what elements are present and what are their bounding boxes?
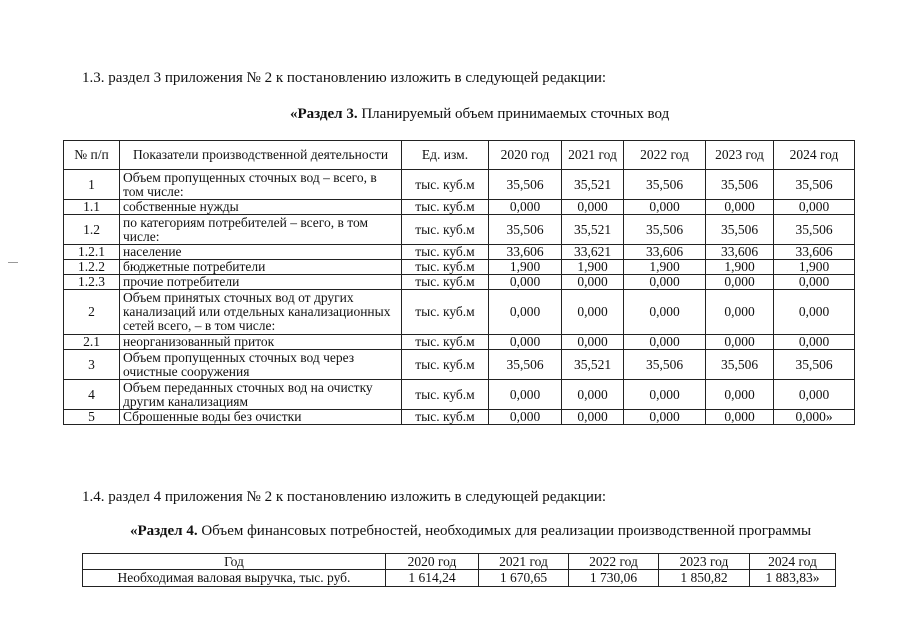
cell-2023: 35,506 xyxy=(706,215,774,245)
cell-2024: 35,506 xyxy=(774,215,855,245)
row-indicator: Объем принятых сточных вод от других канализаций или отдельных канализационных сетей всего, – в том числе: xyxy=(120,290,402,335)
row-indicator: бюджетные потребители xyxy=(120,260,402,275)
row-indicator: Объем переданных сточных вод на очистку другим канализациям xyxy=(120,380,402,410)
cell-2021: 1 670,65 xyxy=(479,570,569,587)
cell-2024: 35,506 xyxy=(774,170,855,200)
row-num: 3 xyxy=(64,350,120,380)
cell-2024: 1 883,83» xyxy=(750,570,836,587)
col-header-2024: 2024 год xyxy=(774,141,855,170)
cell-2024: 0,000 xyxy=(774,200,855,215)
cell-2023: 1,900 xyxy=(706,260,774,275)
table2-title xyxy=(130,523,811,540)
row-unit: тыс. куб.м xyxy=(402,335,489,350)
table1-header-row xyxy=(64,141,855,170)
row-unit: тыс. куб.м xyxy=(402,410,489,425)
row-indicator: Объем пропущенных сточных вод через очистные сооружения xyxy=(120,350,402,380)
cell-2023: 35,506 xyxy=(706,350,774,380)
cell-2020: 0,000 xyxy=(489,275,562,290)
col-header-year: Год xyxy=(83,554,386,570)
table-row xyxy=(64,350,855,380)
col-header-2020: 2020 год xyxy=(386,554,479,570)
cell-2023: 1 850,82 xyxy=(659,570,750,587)
cell-2020: 0,000 xyxy=(489,200,562,215)
row-indicator: Сброшенные воды без очистки xyxy=(120,410,402,425)
table-row xyxy=(64,260,855,275)
cell-2023: 0,000 xyxy=(706,410,774,425)
cell-2020: 0,000 xyxy=(489,335,562,350)
cell-2021: 0,000 xyxy=(562,410,624,425)
cell-2021: 35,521 xyxy=(562,215,624,245)
cell-2023: 33,606 xyxy=(706,245,774,260)
cell-2022: 35,506 xyxy=(624,170,706,200)
cell-2022: 35,506 xyxy=(624,215,706,245)
row-unit: тыс. куб.м xyxy=(402,290,489,335)
row-label: Необходимая валовая выручка, тыс. руб. xyxy=(83,570,386,587)
col-header-2021: 2021 год xyxy=(479,554,569,570)
cell-2024: 0,000 xyxy=(774,335,855,350)
col-header-2020: 2020 год xyxy=(489,141,562,170)
cell-2023: 35,506 xyxy=(706,170,774,200)
cell-2022: 0,000 xyxy=(624,335,706,350)
cell-2024: 0,000 xyxy=(774,290,855,335)
col-header-2023: 2023 год xyxy=(659,554,750,570)
cell-2020: 1,900 xyxy=(489,260,562,275)
row-num: 1.2.3 xyxy=(64,275,120,290)
col-header-num: № п/п xyxy=(64,141,120,170)
col-header-unit: Ед. изм. xyxy=(402,141,489,170)
cell-2022: 0,000 xyxy=(624,380,706,410)
row-unit: тыс. куб.м xyxy=(402,380,489,410)
table-row xyxy=(64,245,855,260)
cell-2023: 0,000 xyxy=(706,380,774,410)
scan-mark xyxy=(8,262,18,263)
cell-2022: 33,606 xyxy=(624,245,706,260)
col-header-2021: 2021 год xyxy=(562,141,624,170)
cell-2021: 0,000 xyxy=(562,335,624,350)
row-unit: тыс. куб.м xyxy=(402,200,489,215)
col-header-2022: 2022 год xyxy=(624,141,706,170)
row-indicator: население xyxy=(120,245,402,260)
cell-2021: 0,000 xyxy=(562,380,624,410)
cell-2021: 0,000 xyxy=(562,200,624,215)
table-row xyxy=(83,570,836,587)
cell-2020: 1 614,24 xyxy=(386,570,479,587)
paragraph-1-3: 1.3. раздел 3 приложения № 2 к постановлению изложить в следующей редакции: xyxy=(82,70,607,86)
row-unit: тыс. куб.м xyxy=(402,275,489,290)
table-row xyxy=(64,170,855,200)
row-num: 1 xyxy=(64,170,120,200)
row-indicator: Объем пропущенных сточных вод – всего, в том числе: xyxy=(120,170,402,200)
sewage-volume-table xyxy=(63,140,855,425)
cell-2023: 0,000 xyxy=(706,335,774,350)
cell-2020: 0,000 xyxy=(489,410,562,425)
row-num: 1.2 xyxy=(64,215,120,245)
table1-title-bold: «Раздел 3. xyxy=(290,106,358,122)
cell-2022: 1 730,06 xyxy=(569,570,659,587)
paragraph-1-4: 1.4. раздел 4 приложения № 2 к постановлению изложить в следующей редакции: xyxy=(82,489,607,505)
row-unit: тыс. куб.м xyxy=(402,215,489,245)
row-num: 1.2.1 xyxy=(64,245,120,260)
cell-2024: 35,506 xyxy=(774,350,855,380)
row-num: 2 xyxy=(64,290,120,335)
table-row xyxy=(64,290,855,335)
cell-2022: 35,506 xyxy=(624,350,706,380)
cell-2020: 35,506 xyxy=(489,170,562,200)
row-num: 1.1 xyxy=(64,200,120,215)
row-num: 2.1 xyxy=(64,335,120,350)
row-num: 1.2.2 xyxy=(64,260,120,275)
row-num: 4 xyxy=(64,380,120,410)
col-header-2022: 2022 год xyxy=(569,554,659,570)
cell-2020: 35,506 xyxy=(489,215,562,245)
row-indicator: по категориям потребителей – всего, в том числе: xyxy=(120,215,402,245)
table2-title-bold: «Раздел 4. xyxy=(130,523,198,539)
col-header-2023: 2023 год xyxy=(706,141,774,170)
cell-2023: 0,000 xyxy=(706,290,774,335)
table2-title-rest: Объем финансовых потребностей, необходимых для реализации производственной программы xyxy=(197,523,812,539)
cell-2022: 1,900 xyxy=(624,260,706,275)
row-num: 5 xyxy=(64,410,120,425)
cell-2021: 33,621 xyxy=(562,245,624,260)
cell-2020: 35,506 xyxy=(489,350,562,380)
table2-header-row xyxy=(83,554,836,570)
cell-2022: 0,000 xyxy=(624,410,706,425)
row-indicator: собственные нужды xyxy=(120,200,402,215)
cell-2021: 0,000 xyxy=(562,290,624,335)
cell-2020: 33,606 xyxy=(489,245,562,260)
row-unit: тыс. куб.м xyxy=(402,260,489,275)
cell-2023: 0,000 xyxy=(706,275,774,290)
table-row xyxy=(64,275,855,290)
cell-2024: 1,900 xyxy=(774,260,855,275)
table-row xyxy=(64,215,855,245)
cell-2024: 0,000 xyxy=(774,275,855,290)
table1-title xyxy=(290,106,669,123)
row-unit: тыс. куб.м xyxy=(402,245,489,260)
table-row xyxy=(64,335,855,350)
table-row xyxy=(64,410,855,425)
cell-2020: 0,000 xyxy=(489,290,562,335)
cell-2021: 0,000 xyxy=(562,275,624,290)
cell-2022: 0,000 xyxy=(624,200,706,215)
col-header-indicator: Показатели производственной деятельности xyxy=(120,141,402,170)
financial-needs-table xyxy=(82,553,836,587)
table1-title-rest: Планируемый объем принимаемых сточных вод xyxy=(357,106,670,122)
cell-2022: 0,000 xyxy=(624,275,706,290)
table-row xyxy=(64,380,855,410)
cell-2024: 0,000» xyxy=(774,410,855,425)
row-unit: тыс. куб.м xyxy=(402,350,489,380)
table-row xyxy=(64,200,855,215)
cell-2021: 1,900 xyxy=(562,260,624,275)
cell-2021: 35,521 xyxy=(562,350,624,380)
cell-2024: 0,000 xyxy=(774,380,855,410)
cell-2023: 0,000 xyxy=(706,200,774,215)
col-header-2024: 2024 год xyxy=(750,554,836,570)
cell-2024: 33,606 xyxy=(774,245,855,260)
cell-2021: 35,521 xyxy=(562,170,624,200)
row-indicator: прочие потребители xyxy=(120,275,402,290)
cell-2020: 0,000 xyxy=(489,380,562,410)
row-indicator: неорганизованный приток xyxy=(120,335,402,350)
row-unit: тыс. куб.м xyxy=(402,170,489,200)
cell-2022: 0,000 xyxy=(624,290,706,335)
